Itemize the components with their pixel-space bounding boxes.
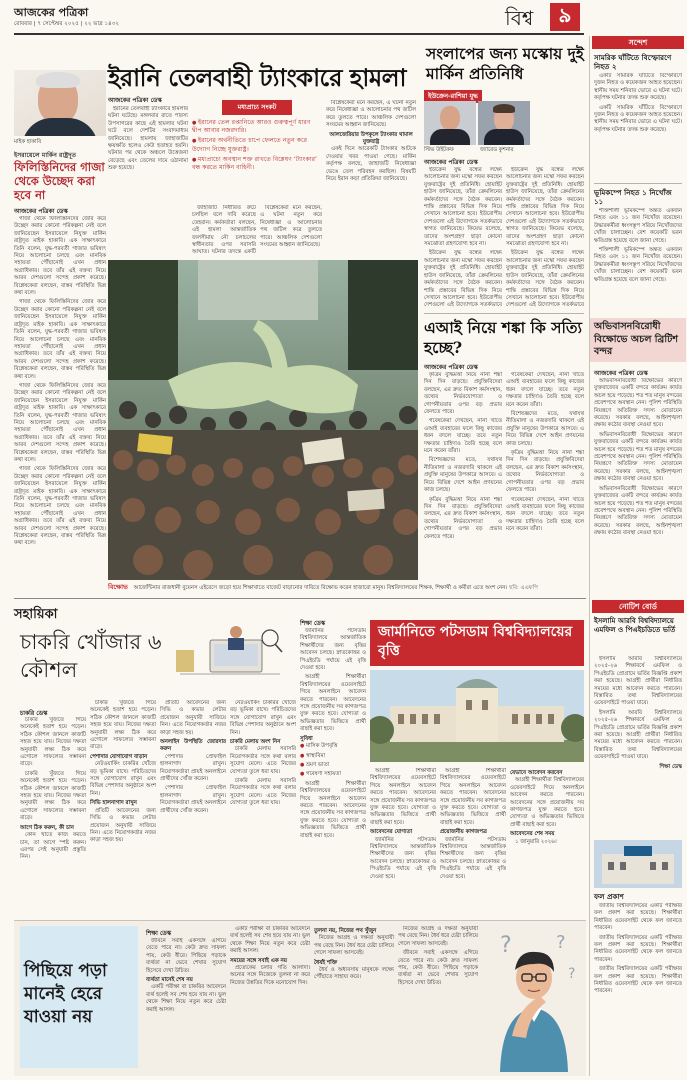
- notice-text-2c: জাতীয় বিশ্ববিদ্যালয়ের একটি পরীক্ষার ফল প্রকাশ করা হয়েছে। শিক্ষার্থীরা নির্ধারিত ওয়েবসাইট থেকে ফল জানতে পারবেন।: [594, 966, 682, 995]
- gaza-text-4: গাজা থেকে ফিলিস্তিনিদের জোর করে উচ্ছেদ করার কোনো পরিকল্পনা নেই বলে জানিয়েছেন ইসরায়েলে নিযুক্ত মার্কিন রাষ্ট্রদূত মাইক হাকাবি। এক সাক্ষাৎকারে তিনি বলেন, যুদ্ধ-পরবর্তী গাজার ভবিষ্যৎ নিয়ে আলোচনা চলছে এবং মানবিক সহায়তা পৌঁছানোই এখন প্রধান অগ্রাধিকার। তবে তাঁর এই বক্তব্য নিয়ে আরব দেশগুলো সন্দেহ প্রকাশ করেছে। বিশ্লেষকেরা বলছেন, বাস্তব পরিস্থিতি ভিন্ন কথা বলে।: [14, 466, 106, 547]
- benefit-item: ● গবেষণা সহায়তা: [300, 771, 366, 778]
- ai-byline: আজকের পত্রিকা ডেস্ক: [424, 364, 478, 371]
- job-col-3: [160, 700, 226, 915]
- sandesh-text-2b: শক্তিশালী ভূমিকম্পে অন্তত একজন নিহত এবং ১১ জন নিখোঁজ রয়েছেন। উদ্ধারকর্মীরা ধ্বংসস্তূপ সরিয়ে নিখোঁজদের খোঁজ চালাচ্ছেন। বেশ কয়েকটি ভবন ক্ষতিগ্রস্ত হয়েছে বলে জানা গেছে।: [594, 247, 682, 283]
- protest-photo: [108, 260, 418, 580]
- sandesh-header: [592, 36, 684, 49]
- ai-text-5: গবেষকেরা দেখছেন, নানা খাতে এআই ব্যবহারের ফলে কিছু কাজের ধরন বদলে যাচ্ছে। তবে নতুন দক্ষতার চাহিদাও তৈরি হচ্ছে বলে মনে করেন তাঁরা।: [506, 372, 584, 408]
- sandesh-rule: [594, 183, 682, 184]
- job-sub-3: সিভি হালনাগাদ রাখুন: [90, 800, 137, 807]
- notice-2-headline: ফল প্রকাশ: [594, 892, 624, 901]
- job-text-8: পেশাদার প্রোফাইল হালনাগাদ রাখুন। নিয়োগকর্তারা প্রায়ই অনলাইনে প্রার্থীদের খোঁজ করেন।: [160, 785, 226, 814]
- job-col-4: [230, 700, 296, 915]
- gaza-body: [14, 216, 106, 596]
- lead-col-3: [260, 205, 322, 255]
- sandesh-header-label: সন্দেশ: [628, 38, 648, 47]
- germany-col-3: [440, 768, 506, 918]
- lead-text-4a: বিশ্লেষকেরা মনে করছেন, এ ঘটনা নতুন করে নিষেধাজ্ঞা ও আলোচনার পথ জটিল করে তুলতে পারে। আঞ্চলিক দেশগুলো সংযমের আহ্বান জানিয়েছে।: [326, 100, 416, 129]
- ai-col-1: [424, 372, 502, 577]
- sandesh-item-1-body: [594, 73, 682, 179]
- witkoff-photo: [424, 101, 476, 145]
- uk-body: [594, 378, 682, 578]
- moscow-col-1: [424, 167, 502, 310]
- notice-header-label: নোটিশ বোর্ড: [619, 602, 657, 611]
- gaza-headline: ফিলিস্তিনিদের গাজা থেকে উচ্ছেদ করা হবে না: [14, 160, 105, 202]
- germany-col-2: [370, 768, 436, 918]
- sidebar-divider: [589, 36, 590, 1076]
- germany-sub-4: যেভাবে আবেদন করবেন: [510, 770, 563, 776]
- germany-text-5: জার্মানির পটসডাম বিশ্ববিদ্যালয়ে আন্তর্জাতিক শিক্ষার্থীদের জন্য বৃত্তির আবেদন চলছে। স্নাতকোত্তর ও পিএইচডি পর্যায়ে এই বৃত্তি দেওয়া হবে।: [370, 836, 436, 880]
- protest-photo-art: [108, 260, 418, 580]
- bottom-sub-2: সময়ের সঙ্গে সবাই এক নয়: [230, 957, 287, 964]
- germany-text-7: জার্মানির পটসডাম বিশ্ববিদ্যালয়ে আন্তর্জাতিক শিক্ষার্থীদের জন্য বৃত্তির আবেদন চলছে। স্নাতকোত্তর ও পিএইচডি পর্যায়ে এই বৃত্তি দেওয়া হবে।: [440, 836, 506, 880]
- job-text-9: নেটওয়ার্কিং চাকরির খোঁজে বড় ভূমিকা রাখে। পরিচিতদের সঙ্গে যোগাযোগ রাখুন এবং বিভিন্ন পেশাদার অনুষ্ঠানে অংশ নিন।: [230, 700, 296, 736]
- page-number: ৯: [558, 2, 572, 27]
- ai-col-2: [506, 372, 584, 577]
- lead-headline: ইরানি তেলবাহী ট্যাংকারে হামলা: [108, 63, 406, 92]
- witkoff-caption: স্টিভ উইটকফ: [424, 147, 454, 153]
- sandesh-text-1b: একটি সামরিক ঘাঁটিতে বিস্ফোরণে দুজন নিহত ও কয়েকজন আহত হয়েছেন। স্থানীয় সময় শনিবার ভোরে এ ঘটনা ঘটে। কর্তৃপক্ষ ঘটনার তদন্ত শুরু করেছে।: [594, 104, 682, 133]
- bottom-text-7: নিজের আগ্রহ ও দক্ষতা অনুযায়ী পথ বেছে নিন। ধৈর্য ধরে চেষ্টা চালিয়ে গেলে সাফল্য আসবেই।: [398, 926, 478, 947]
- bottom-headline: পিছিয়ে পড়া মানেই হেরে যাওয়া নয়: [24, 961, 107, 1027]
- protest-caption-text: আর্জেন্টিনার রাজধানী বুয়েনস এইরেসে জড়ো হয়ে শিক্ষাখাতে বাজেট বাড়ানোর দাবিতে বিক্ষোভ করেন হাজারো মানুষ। বিশ্ববিদ্যালয়ের শিক্ষক, শিক্ষার্থী ও কর্মীরা এতে অংশ নেন।: [133, 585, 508, 591]
- notice-text-2b: জাতীয় বিশ্ববিদ্যালয়ের একটি পরীক্ষার ফল প্রকাশ করা হয়েছে। শিক্ষার্থীরা নির্ধারিত ওয়েবসাইট থেকে ফল জানতে পারবেন।: [594, 934, 682, 963]
- svg-text:?: ?: [556, 932, 566, 953]
- notice-2-body: [594, 903, 682, 1075]
- page-number-badge: [550, 3, 580, 31]
- job-col-1: [20, 717, 86, 917]
- svg-text:?: ?: [568, 966, 576, 982]
- lead-text-3: বিশ্লেষকেরা মনে করছেন, এ ঘটনা নতুন করে নিষেধাজ্ঞা ও আলোচনার পথ জটিল করে তুলতে পারে। আঞ্চলিক দেশগুলো সংযমের আহ্বান জানিয়েছে।: [260, 205, 322, 249]
- job-text-2: কোন খাতে কাজ করতে চান, তা আগে স্পষ্ট করুন। এরপর সেই অনুযায়ী প্রস্তুতি নিন।: [20, 832, 86, 861]
- bottom-text-6: ধৈর্য ও অধ্যবসায় মানুষকে লক্ষ্যে পৌঁছাতে সাহায্য করে।: [314, 967, 394, 981]
- gaza-text-1: গাজা থেকে ফিলিস্তিনিদের জোর করে উচ্ছেদ করার কোনো পরিকল্পনা নেই বলে জানিয়েছেন ইসরায়েলে নিযুক্ত মার্কিন রাষ্ট্রদূত মাইক হাকাবি। এক সাক্ষাৎকারে তিনি বলেন, যুদ্ধ-পরবর্তী গাজার ভবিষ্যৎ নিয়ে আলোচনা চলছে এবং মানবিক সহায়তা পৌঁছানোই এখন প্রধান অগ্রাধিকার। তবে তাঁর এই বক্তব্য নিয়ে আরব দেশগুলো সন্দেহ প্রকাশ করেছে। বিশ্লেষকেরা বলছেন, বাস্তব পরিস্থিতি ভিন্ন কথা বলে।: [14, 216, 106, 297]
- moscow-text-1: ইউক্রেন যুদ্ধ বন্ধের লক্ষ্যে আলোচনার জন্য মস্কো সফর করছেন যুক্তরাষ্ট্রের দুই প্রতিনিধি। হোয়াইট হাউস জানিয়েছে, তাঁরা ক্রেমলিনের কর্মকর্তাদের সঙ্গে বৈঠক করবেন। শান্তি প্রস্তাবের বিভিন্ন দিক নিয়ে সেখানে আলোচনা হবে। ইউরোপীয় দেশগুলো এই উদ্যোগকে সতর্কভাবে স্বাগত জানিয়েছে। কিয়েভ বলেছে, তাদের অংশগ্রহণ ছাড়া কোনো সমঝোতা গ্রহণযোগ্য হবে না।: [424, 167, 502, 248]
- job-text-5: প্রতিটি আবেদনের জন্য সিভি ও কভার লেটার প্রয়োজন অনুযায়ী সাজিয়ে নিন। এতে নিয়োগকর্তার নজর কাড়া সহজ হয়।: [90, 807, 156, 844]
- notice-header: [592, 600, 684, 613]
- bottom-col-4: [398, 926, 478, 1072]
- kushner-photo: [478, 101, 530, 145]
- germany-text-3: আগ্রহী শিক্ষার্থীরা বিশ্ববিদ্যালয়ের ওয়েবসাইটে গিয়ে অনলাইনে আবেদন করতে পারবেন। আবেদনের সঙ্গে প্রয়োজনীয় সব কাগজপত্র যুক্ত করতে হবে। যোগ্যতা ও অভিজ্ঞতার ভিত্তিতে প্রার্থী বাছাই করা হবে।: [300, 780, 366, 839]
- moscow-text-3: ইউক্রেন যুদ্ধ বন্ধের লক্ষ্যে আলোচনার জন্য মস্কো সফর করছেন যুক্তরাষ্ট্রের দুই প্রতিনিধি। হোয়াইট হাউস জানিয়েছে, তাঁরা ক্রেমলিনের কর্মকর্তাদের সঙ্গে বৈঠক করবেন। শান্তি প্রস্তাবের বিভিন্ন দিক নিয়ে সেখানে আলোচনা হবে। ইউরোপীয় দেশগুলো এই উদ্যোগকে সতর্কভাবে স্বাগত জানিয়েছে। কিয়েভ বলেছে, তাদের অংশগ্রহণ ছাড়া কোনো সমঝোতা গ্রহণযোগ্য হবে না।: [506, 167, 584, 248]
- moscow-col-2: [506, 167, 584, 310]
- bottom-text-2: একটি পরীক্ষা বা চাকরির আবেদনে ব্যর্থ হলেই সব শেষ হয়ে যায় না। ভুল থেকে শিক্ষা নিয়ে নতুন করে চেষ্টা করাই আসল।: [146, 984, 226, 1013]
- sandesh-text-1: একটি সামরিক ঘাঁটিতে বিস্ফোরণে দুজন নিহত ও কয়েকজন আহত হয়েছেন। স্থানীয় সময় শনিবার ভোরে এ ঘটনা ঘটে। কর্তৃপক্ষ ঘটনার তদন্ত শুরু করেছে।: [594, 73, 682, 102]
- bottom-sub-1: ব্যর্থতা মানেই শেষ নয়: [146, 977, 193, 984]
- notice-text-1: ইসলামি আরবি বিশ্ববিদ্যালয়ে ২০২৫-২৬ শিক্ষাবর্ষে এমফিল ও পিএইচডি প্রোগ্রামে ভর্তির বিজ্ঞপ্তি প্রকাশ করা হয়েছে। আগ্রহী প্রার্থীরা নির্ধারিত সময়ের মধ্যে আবেদন করতে পারবেন। বিস্তারিত তথ্য বিশ্ববিদ্যালয়ের ওয়েবসাইটে পাওয়া যাবে।: [594, 656, 682, 707]
- sahayika-title: সহায়িকা: [14, 607, 58, 622]
- uk-text-2: অভিবাসনবিরোধী বিক্ষোভের কারণে যুক্তরাজ্যের একটি বন্দরে কার্যক্রম কার্যত অচল হয়ে পড়েছে। শত শত মানুষ বন্দরের প্রবেশপথে অবস্থান নেন। পুলিশ পরিস্থিতি নিয়ন্ত্রণে অতিরিক্ত সদস্য মোতায়েন করেছে। সরকার বলছে, আইনশৃঙ্খলা রক্ষায় কঠোর ব্যবস্থা নেওয়া হবে।: [594, 431, 682, 483]
- job-text-4: নেটওয়ার্কিং চাকরির খোঁজে বড় ভূমিকা রাখে। পরিচিতদের সঙ্গে যোগাযোগ রাখুন এবং বিভিন্ন পেশাদার অনুষ্ঠানে অংশ নিন।: [90, 761, 156, 797]
- uk-headline: অভিবাসনবিরোধী বিক্ষোভে অচল ব্রিটিশ বন্দর: [594, 321, 679, 357]
- gaza-photo: [14, 70, 106, 136]
- callout-list: [192, 119, 322, 172]
- gaza-photo-caption: মাইক হাকাবি: [14, 139, 42, 145]
- ai-headline: এআই নিয়ে শঙ্কা কি সত্যি হচ্ছে?: [424, 318, 583, 357]
- job-headline: চাকরি খোঁজার ৬ কৌশল: [20, 630, 162, 682]
- job-sub-1: আগে ঠিক করুন, কী চান: [20, 824, 74, 831]
- sandesh-item-2-body: [594, 208, 682, 313]
- sandesh-text-2: শক্তিশালী ভূমিকম্পে অন্তত একজন নিহত এবং ১১ জন নিখোঁজ রয়েছেন। উদ্ধারকর্মীরা ধ্বংসস্তূপ সরিয়ে নিখোঁজদের খোঁজ চালাচ্ছেন। বেশ কয়েকটি ভবন ক্ষতিগ্রস্ত হয়েছে বলে জানা গেছে।: [594, 208, 682, 244]
- job-byline: চাকরি ডেস্ক: [20, 710, 48, 717]
- protest-caption: [108, 584, 583, 592]
- germany-desk: শিক্ষা ডেস্ক: [300, 620, 326, 627]
- job-sub-5: চাকরি মেলায় অংশ নিন: [230, 739, 281, 746]
- sandesh-item-2-headline: ভূমিকম্পে নিহত ১ নিখোঁজ ১১: [594, 188, 672, 206]
- benefit-item: ● মাসিক উপবৃত্তি: [300, 743, 366, 750]
- job-sub-4: অনলাইন উপস্থিতি জোরদার করুন: [160, 739, 226, 753]
- germany-col-1: [300, 628, 366, 918]
- bottom-col-1: [146, 938, 226, 1072]
- bottom-byline: শিক্ষা ডেস্ক: [146, 930, 172, 937]
- germany-col-4: [510, 768, 584, 918]
- protest-caption-label: বিক্ষোভ: [108, 583, 128, 591]
- lead-byline: আজকের পত্রিকা ডেস্ক: [108, 97, 162, 104]
- lead-col-2: [192, 205, 256, 255]
- bottom-text-5: নিজের আগ্রহ ও দক্ষতা অনুযায়ী পথ বেছে নিন। ধৈর্য ধরে চেষ্টা চালিয়ে গেলে সাফল্য আসবেই।: [314, 935, 394, 957]
- moscow-text-4: ইউক্রেন যুদ্ধ বন্ধের লক্ষ্যে আলোচনার জন্য মস্কো সফর করছেন যুক্তরাষ্ট্রের দুই প্রতিনিধি। হোয়াইট হাউস জানিয়েছে, তাঁরা ক্রেমলিনের কর্মকর্তাদের সঙ্গে বৈঠক করবেন। শান্তি প্রস্তাবের বিভিন্ন দিক নিয়ে সেখানে আলোচনা হবে। ইউরোপীয় দেশগুলো এই উদ্যোগকে সতর্কভাবে: [506, 250, 584, 309]
- uk-text-3: অভিবাসনবিরোধী বিক্ষোভের কারণে যুক্তরাজ্যের একটি বন্দরে কার্যক্রম কার্যত অচল হয়ে পড়েছে। শত শত মানুষ বন্দরের প্রবেশপথে অবস্থান নেন। পুলিশ পরিস্থিতি নিয়ন্ত্রণে অতিরিক্ত সদস্য মোতায়েন করেছে। সরকার বলছে, আইনশৃঙ্খলা রক্ষায় কঠোর ব্যবস্থা নেওয়া হবে।: [594, 485, 682, 537]
- kushner-caption: জ্যারেড কুশনার: [480, 147, 514, 153]
- germany-sub-5: আবেদনের শেষ সময়: [510, 831, 555, 838]
- germany-text-1: জার্মানির পটসডাম বিশ্ববিদ্যালয়ে আন্তর্জাতিক শিক্ষার্থীদের জন্য বৃত্তির আবেদন চলছে। স্নাতকোত্তর ও পিএইচডি পর্যায়ে এই বৃত্তি দেওয়া হবে।: [300, 628, 366, 672]
- germany-benefits: [300, 743, 366, 779]
- callout-item: ● ইরানের অর্থনীতিতে চাপে ফেলতে নতুন করে উদ্যোগ নিচ্ছে যুক্তরাষ্ট্র।: [192, 137, 322, 153]
- job-text-1: চাকরি খুঁজতে গিয়ে অনেকেই হতাশ হয়ে পড়েন। সঠিক কৌশল জানলে কাজটি সহজ হয়ে যায়। নিজের দক্ষতা অনুযায়ী লক্ষ্য ঠিক করে এগোলে সাফল্যের সম্ভাবনা বাড়ে।: [20, 717, 86, 768]
- job-col-2: [90, 700, 156, 915]
- masthead-rule: [14, 33, 584, 35]
- ai-text-2: গবেষকেরা দেখছেন, নানা খাতে এআই ব্যবহারের ফলে কিছু কাজের ধরন বদলে যাচ্ছে। তবে নতুন দক্ষতার চাহিদাও তৈরি হচ্ছে বলে মনে করেন তাঁরা।: [424, 418, 502, 455]
- job-sub-2: পেশাদার যোগাযোগ বাড়ান: [90, 753, 148, 760]
- section-rule: [14, 598, 586, 599]
- job-text-7: পেশাদার প্রোফাইল হালনাগাদ রাখুন। নিয়োগকর্তারা প্রায়ই অনলাইনে প্রার্থীদের খোঁজ করেন।: [160, 753, 226, 783]
- ai-text-8: গবেষকেরা দেখছেন, নানা খাতে এআই ব্যবহারের ফলে কিছু কাজের ধরন বদলে যাচ্ছে। তবে নতুন দক্ষতার চাহিদাও তৈরি হচ্ছে বলে মনে করেন তাঁরা।: [506, 496, 584, 533]
- bottom-text-8: জীবনে সবাই একসঙ্গে এগিয়ে যেতে পারে না। কেউ দ্রুত সাফল্য পায়, কেউ ধীরে। পিছিয়ে পড়াকে ব্যর্থতা না ভেবে শেখার সুযোগ হিসেবে দেখা উচিত।: [398, 950, 478, 986]
- job-text-11: চাকরি মেলায় সরাসরি নিয়োগকর্তার সঙ্গে কথা বলার সুযোগ মেলে। এতে নিজের যোগ্যতা তুলে ধরা যায়।: [230, 778, 296, 807]
- notice-text-2: জাতীয় বিশ্ববিদ্যালয়ের একটি পরীক্ষার ফল প্রকাশ করা হয়েছে। শিক্ষার্থীরা নির্ধারিত ওয়েবসাইট থেকে ফল জানতে পারবেন।: [594, 903, 682, 932]
- bottom-col-3: [314, 926, 394, 1072]
- date-line: রোববার | ৭ সেপ্টেম্বর ২০২৫ | ২২ ভাদ্র ১৪৩২: [14, 21, 120, 27]
- germany-text-6: আগ্রহী শিক্ষার্থীরা বিশ্ববিদ্যালয়ের ওয়েবসাইটে গিয়ে অনলাইনে আবেদন করতে পারবেন। আবেদনের সঙ্গে প্রয়োজনীয় সব কাগজপত্র যুক্ত করতে হবে। যোগ্যতা ও অভিজ্ঞতার ভিত্তিতে প্রার্থী বাছাই করা হবে।: [440, 768, 506, 826]
- bottom-text-3: একটি পরীক্ষা বা চাকরির আবেদনে ব্যর্থ হলেই সব শেষ হয়ে যায় না। ভুল থেকে শিক্ষা নিয়ে নতুন করে চেষ্টা করাই আসল।: [230, 926, 310, 955]
- potsdam-photo: [370, 670, 584, 762]
- germany-text-8: আগ্রহী শিক্ষার্থীরা বিশ্ববিদ্যালয়ের ওয়েবসাইটে গিয়ে অনলাইনে আবেদন করতে পারবেন। আবেদনের সঙ্গে প্রয়োজনীয় সব কাগজপত্র যুক্ত করতে হবে। যোগ্যতা ও অভিজ্ঞতার ভিত্তিতে প্রার্থী বাছাই করা হবে।: [510, 777, 584, 828]
- ai-top-rule: [424, 313, 584, 314]
- callout-title: মধ্যপ্রাচ্য সংকট: [222, 100, 292, 115]
- paper-logo: আজকের পত্রিকা: [14, 6, 89, 19]
- germany-sub-3: প্রয়োজনীয় কাগজপত্র: [440, 829, 487, 836]
- ai-text-7: কৃত্রিম বুদ্ধিমত্তা নিয়ে নানা শঙ্কা দিন দিন বাড়ছে। প্রযুক্তিবিদেরা বলছেন, এর দ্রুত বিকাশ কর্মসংস্থান, তথ্যের নির্ভরযোগ্যতা ও গোপনীয়তার ওপর বড় প্রভাব ফেলতে পারে।: [506, 450, 584, 494]
- germany-sub-2: আবেদনের যোগ্যতা: [370, 829, 413, 836]
- notice-1-body: [594, 656, 682, 836]
- gaza-text-3: গাজা থেকে ফিলিস্তিনিদের জোর করে উচ্ছেদ করার কোনো পরিকল্পনা নেই বলে জানিয়েছেন ইসরায়েলে নিযুক্ত মার্কিন রাষ্ট্রদূত মাইক হাকাবি। এক সাক্ষাৎকারে তিনি বলেন, যুদ্ধ-পরবর্তী গাজার ভবিষ্যৎ নিয়ে আলোচনা চলছে এবং মানবিক সহায়তা পৌঁছানোই এখন প্রধান অগ্রাধিকার। তবে তাঁর এই বক্তব্য নিয়ে আরব দেশগুলো সন্দেহ প্রকাশ করেছে। বিশ্লেষকেরা বলছেন, বাস্তব পরিস্থিতি ভিন্ন কথা বলে।: [14, 382, 106, 463]
- bottom-text-1: জীবনে সবাই একসঙ্গে এগিয়ে যেতে পারে না। কেউ দ্রুত সাফল্য পায়, কেউ ধীরে। পিছিয়ে পড়াকে ব্যর্থতা না ভেবে শেখার সুযোগ হিসেবে দেখা উচিত।: [146, 938, 226, 974]
- lead-subhead: আলজেরিয়ার উপকূলে ট্যাংকার থামাল যুক্তরাষ্ট্র: [329, 131, 413, 146]
- masthead: [0, 0, 687, 36]
- bottom-col-2: [230, 926, 310, 1072]
- germany-text-4: আগ্রহী শিক্ষার্থীরা বিশ্ববিদ্যালয়ের ওয়েবসাইটে গিয়ে অনলাইনে আবেদন করতে পারবেন। আবেদনের সঙ্গে প্রয়োজনীয় সব কাগজপত্র যুক্ত করতে হবে। যোগ্যতা ও অভিজ্ঞতার ভিত্তিতে প্রার্থী বাছাই করা হবে।: [370, 768, 436, 826]
- lead-col-1: [108, 106, 188, 246]
- protest-caption-credit: ছবি: এএফপি: [509, 585, 538, 591]
- moscow-tag: ইউক্রেন-রাশিয়া যুদ্ধ: [424, 90, 482, 103]
- gaza-text-2: গাজা থেকে ফিলিস্তিনিদের জোর করে উচ্ছেদ করার কোনো পরিকল্পনা নেই বলে জানিয়েছেন ইসরায়েলে নিযুক্ত মার্কিন রাষ্ট্রদূত মাইক হাকাবি। এক সাক্ষাৎকারে তিনি বলেন, যুদ্ধ-পরবর্তী গাজার ভবিষ্যৎ নিয়ে আলোচনা চলছে এবং মানবিক সহায়তা পৌঁছানোই এখন প্রধান অগ্রাধিকার। তবে তাঁর এই বক্তব্য নিয়ে আরব দেশগুলো সন্দেহ প্রকাশ করেছে। বিশ্লেষকেরা বলছেন, বাস্তব পরিস্থিতি ভিন্ন কথা বলে।: [14, 299, 106, 380]
- job-illustration: [170, 620, 288, 680]
- lead-text-1: ইরানের তেলবাহী ট্যাংকারে হামলার ঘটনা ঘটেছে। মঙ্গলবার রাতে পারস্য উপসাগরের কাছে এই হামলার ঘটনা ঘটে বলে দেশটির সংবাদমাধ্যম জানিয়েছে। হামলায় জাহাজটির ক্ষয়ক্ষতি হলেও কেউ হতাহত হয়নি। ঘটনার পর থেকে অঞ্চলে উত্তেজনা বেড়েছে এবং তেলের দামে ওঠানামা শুরু হয়েছে।: [108, 106, 188, 172]
- mideast-callout: [192, 100, 322, 200]
- job-illustration-art: [170, 620, 288, 680]
- uk-text-1: অভিবাসনবিরোধী বিক্ষোভের কারণে যুক্তরাজ্যের একটি বন্দরে কার্যক্রম কার্যত অচল হয়ে পড়েছে। শত শত মানুষ বন্দরের প্রবেশপথে অবস্থান নেন। পুলিশ পরিস্থিতি নিয়ন্ত্রণে অতিরিক্ত সদস্য মোতায়েন করেছে। সরকার বলছে, আইনশৃঙ্খলা রক্ষায় কঠোর ব্যবস্থা নেওয়া হবে।: [594, 378, 682, 429]
- benefit-item: ● ভ্রমণ ভাতা: [300, 762, 366, 769]
- ai-text-4: কৃত্রিম বুদ্ধিমত্তা নিয়ে নানা শঙ্কা দিন দিন বাড়ছে। প্রযুক্তিবিদেরা বলছেন, এর দ্রুত বিকাশ কর্মসংস্থান, তথ্যের নির্ভরযোগ্যতা ও গোপনীয়তার ওপর বড় প্রভাব ফেলতে পারে।: [424, 496, 502, 540]
- germany-sub-1: সুবিধা: [300, 735, 313, 742]
- job-text-10: চাকরি মেলায় সরাসরি নিয়োগকর্তার সঙ্গে কথা বলার সুযোগ মেলে। এতে নিজের যোগ্যতা তুলে ধরা যায়।: [230, 746, 296, 775]
- uk-byline: আজকের পত্রিকা ডেস্ক: [594, 370, 648, 377]
- moscow-byline: আজকের পত্রিকা ডেস্ক: [424, 159, 478, 166]
- job-text-6: প্রতিটি আবেদনের জন্য সিভি ও কভার লেটার প্রয়োজন অনুযায়ী সাজিয়ে নিন। এতে নিয়োগকর্তার নজর কাড়া সহজ হয়।: [160, 700, 226, 736]
- germany-headline: জার্মানিতে পটসডাম বিশ্ববিদ্যালয়ের বৃত্তি: [378, 624, 573, 659]
- moscow-headline: সংলাপের জন্য মস্কোয় দুই মার্কিন প্রতিনিধি: [426, 44, 584, 83]
- bottom-text-4: প্রত্যেকের চলার গতি আলাদা। অন্যের সঙ্গে নিজেকে তুলনা না করে নিজের উন্নতির দিকে মনোযোগ দিন।: [230, 965, 310, 986]
- section-title: বিশ্ব: [505, 6, 534, 30]
- notice-photo: [594, 840, 682, 888]
- bottom-sub-4: ধৈর্যই শক্তি: [314, 959, 337, 966]
- notice-1-headline: ইসলামি আরবি বিশ্ববিদ্যালয়ে এমফিল ও পিএইচডিতে ভর্তি: [594, 617, 676, 634]
- thinking-illustration-art: [482, 926, 584, 1072]
- callout-item: ● ইরানের তেল রপ্তানিতে আরও গুরুত্বপূর্ণ ধারণ দ্বীপ আবার নজরদারি।: [192, 119, 322, 135]
- gaza-byline: আজকের পত্রিকা ডেস্ক: [14, 208, 68, 215]
- job-text-1b: চাকরি খুঁজতে গিয়ে অনেকেই হতাশ হয়ে পড়েন। সঠিক কৌশল জানলে কাজটি সহজ হয়ে যায়। নিজের দক্ষতা অনুযায়ী লক্ষ্য ঠিক করে এগোলে সাফল্যের সম্ভাবনা বাড়ে।: [20, 770, 86, 822]
- germany-deadline: ১ জানুয়ারি ২০২৬।: [515, 838, 557, 845]
- notice-desk: শিক্ষা ডেস্ক: [659, 763, 682, 770]
- moscow-text-2: ইউক্রেন যুদ্ধ বন্ধের লক্ষ্যে আলোচনার জন্য মস্কো সফর করছেন যুক্তরাষ্ট্রের দুই প্রতিনিধি। হোয়াইট হাউস জানিয়েছে, তাঁরা ক্রেমলিনের কর্মকর্তাদের সঙ্গে বৈঠক করবেন। শান্তি প্রস্তাবের বিভিন্ন দিক নিয়ে সেখানে আলোচনা হবে। ইউরোপীয় দেশগুলো এই উদ্যোগকে সতর্কভাবে: [424, 250, 502, 309]
- callout-item: ● মধ্যপ্রাচ্যে অবস্থান শক্ত রাখতে বিশ্লেষণ ‘ট্যাংকার’ বন্ধ করতে মার্কিন বাহিনী।: [192, 156, 322, 172]
- svg-text:?: ?: [500, 933, 512, 958]
- sandesh-item-1-headline: সামরিক ঘাঁটিতে বিস্ফোরণে নিহত ২: [594, 53, 672, 71]
- thinking-illustration: [482, 926, 584, 1072]
- germany-text-2: আগ্রহী শিক্ষার্থীরা বিশ্ববিদ্যালয়ের ওয়েবসাইটে গিয়ে অনলাইনে আবেদন করতে পারবেন। আবেদনের সঙ্গে প্রয়োজনীয় সব কাগজপত্র যুক্ত করতে হবে। যোগ্যতা ও অভিজ্ঞতার ভিত্তিতে প্রার্থী বাছাই করা হবে।: [300, 674, 366, 733]
- gaza-kicker: ইসরায়েলে মার্কিন রাষ্ট্রদূত: [14, 152, 77, 159]
- lead-text-4b: একই দিনে আরেকটি ট্যাংকার আটকে দেওয়ার খবর পাওয়া গেছে। মার্কিন কর্তৃপক্ষ বলছে, জাহাজটি নিষেধাজ্ঞা ভেঙে তেল পরিবহন করছিল। বিষয়টি নিয়ে ইরান কড়া প্রতিক্রিয়া জানিয়েছে।: [326, 146, 416, 183]
- ai-text-1: কৃত্রিম বুদ্ধিমত্তা নিয়ে নানা শঙ্কা দিন দিন বাড়ছে। প্রযুক্তিবিদেরা বলছেন, এর দ্রুত বিকাশ কর্মসংস্থান, তথ্যের নির্ভরযোগ্যতা ও গোপনীয়তার ওপর বড় প্রভাব ফেলতে পারে।: [424, 372, 502, 416]
- lead-text-2: জাহাজটি নির্ধারিত রুটে চলছিল বলে দাবি করেছে তেহরান। কর্মকর্তারা বলছেন, এই হামলা আন্তর্জাতিক জলসীমায় নৌ চলাচলের স্বাধীনতার ওপর সরাসরি আঘাত। ঘটনার তদন্তে একটি: [192, 205, 256, 255]
- bottom-sub-3: তুলনা নয়, নিজের পথ খুঁজুন: [314, 928, 377, 934]
- notice-photo-art: [594, 840, 682, 888]
- benefit-item: ● স্বাস্থ্যবিমা: [300, 753, 366, 760]
- job-text-3: চাকরি খুঁজতে গিয়ে অনেকেই হতাশ হয়ে পড়েন। সঠিক কৌশল জানলে কাজটি সহজ হয়ে যায়। নিজের দক্ষতা অনুযায়ী লক্ষ্য ঠিক করে এগোলে সাফল্যের সম্ভাবনা বাড়ে।: [90, 700, 156, 751]
- ai-text-6: বিশেষজ্ঞদের মতে, যথাযথ নীতিমালা ও নজরদারি থাকলে এই প্রযুক্তি মানুষের উপকারে আসবে। এ নিয়ে বিভিন্ন দেশে আইন প্রণয়নের কাজ চলছে।: [506, 411, 584, 447]
- notice-text-1b: ইসলামি আরবি বিশ্ববিদ্যালয়ে ২০২৫-২৬ শিক্ষাবর্ষে এমফিল ও পিএইচডি প্রোগ্রামে ভর্তির বিজ্ঞপ্তি প্রকাশ করা হয়েছে। আগ্রহী প্রার্থীরা নির্ধারিত সময়ের মধ্যে আবেদন করতে পারবেন। বিস্তারিত তথ্য বিশ্ববিদ্যালয়ের ওয়েবসাইটে পাওয়া যাবে।: [594, 709, 682, 761]
- ai-text-3: বিশেষজ্ঞদের মতে, যথাযথ নীতিমালা ও নজরদারি থাকলে এই প্রযুক্তি মানুষের উপকারে আসবে। এ নিয়ে বিভিন্ন দেশে আইন প্রণয়নের কাজ চলছে।: [424, 457, 502, 494]
- potsdam-photo-art: [370, 670, 584, 762]
- lead-col-4: [326, 100, 416, 250]
